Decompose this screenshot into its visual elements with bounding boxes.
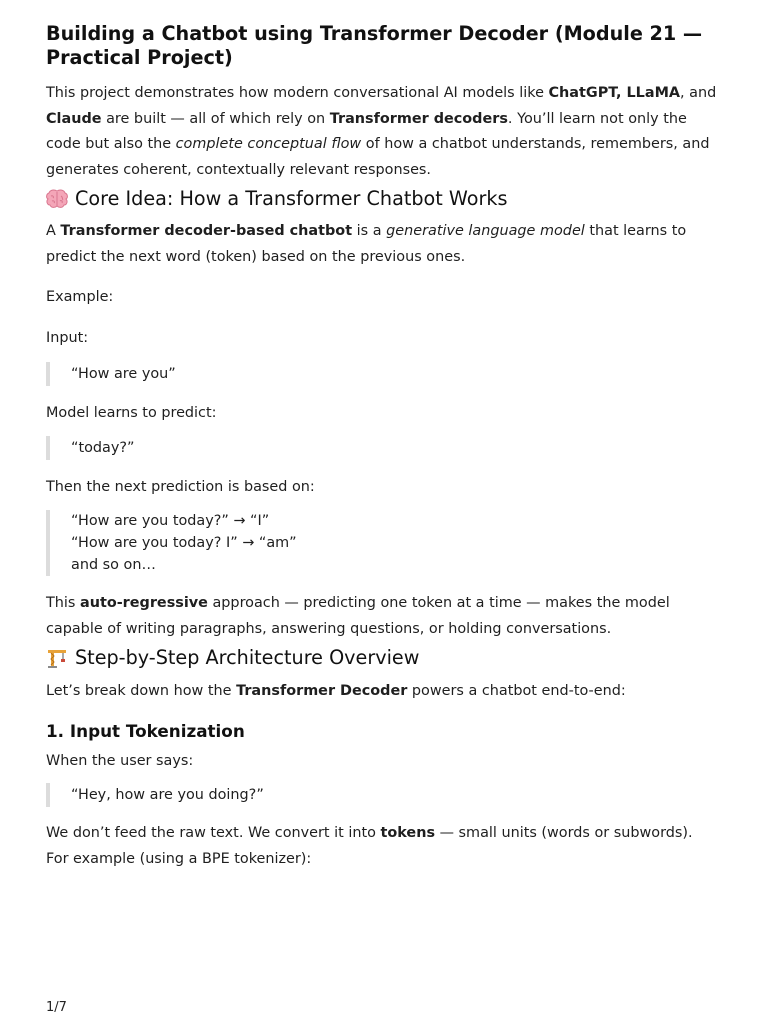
intro-paragraph <box>46 81 726 183</box>
quote-line: “How are you today? I” → “am” <box>71 535 297 551</box>
example-label: Example: <box>46 289 114 305</box>
text-run: — small units (words or subwords). <box>435 825 693 841</box>
bold-auto-regressive: auto-regressive <box>79 595 208 611</box>
text-run: is a <box>352 223 387 239</box>
architecture-heading <box>46 646 726 670</box>
prediction-quote <box>46 436 726 460</box>
next-prediction-quote <box>46 510 726 576</box>
bold-tokens: tokens <box>380 825 436 841</box>
architecture-heading-text: Step-by-Step Architecture Overview <box>75 646 420 669</box>
text-run: , <box>616 85 627 101</box>
text-run: of how a chatbot understands, remembers, and generates coherent, contextually relevant responses. <box>46 136 710 178</box>
architecture-intro <box>46 679 726 705</box>
text-run: This project demonstrates how modern conversational AI models like <box>46 85 549 101</box>
text-run: This <box>46 595 80 611</box>
text-run: A <box>46 223 61 239</box>
quote-line: “How are you today?” → “I” <box>71 513 270 529</box>
construction-crane-icon <box>46 647 68 669</box>
bold-llama: LLaMA <box>626 85 681 101</box>
text-run: approach — predicting one token at a time — makes the model capable of writing paragraphs, answering questions, or holding conversations. <box>46 595 670 637</box>
core-idea-heading <box>46 187 726 211</box>
user-utterance-text: “Hey, how are you doing?” <box>71 787 264 803</box>
page-number: 1/7 <box>46 1000 67 1015</box>
brain-icon <box>46 188 68 210</box>
document-page <box>46 22 726 872</box>
text-run: . You’ll learn not only the code but also the <box>46 110 687 152</box>
next-prediction-label: Then the next prediction is based on: <box>46 478 315 495</box>
bold-decoder-chatbot: Transformer decoder-based chatbot <box>60 223 353 239</box>
text-run: powers a chatbot end-to-end: <box>407 683 626 699</box>
bold-claude: Claude <box>46 110 102 127</box>
core-idea-heading-text: Core Idea: How a Transformer Chatbot Works <box>75 187 508 210</box>
input-quote <box>46 362 726 386</box>
italic-conceptual-flow: complete conceptual flow <box>175 136 362 152</box>
input-quote-text: “How are you” <box>71 366 176 382</box>
bold-transformer-decoders: Transformer decoders <box>329 110 508 127</box>
step-1-heading: 1. Input Tokenization <box>46 720 245 741</box>
quote-line: and so on… <box>71 557 156 573</box>
italic-generative-model: generative language model <box>386 223 585 239</box>
bold-chatgpt: ChatGPT <box>548 85 617 101</box>
document-title: Building a Chatbot using Transformer Decoder (Module 21 — Practical Project) <box>46 22 703 69</box>
bold-transformer-decoder: Transformer Decoder <box>236 683 408 699</box>
text-run: , and <box>680 85 717 101</box>
text-run: Let’s break down how the <box>46 683 237 699</box>
input-label: Input: <box>46 329 89 346</box>
predict-label: Model learns to predict: <box>46 405 217 421</box>
text-run: that learns to predict the next word (token) based on the previous ones. <box>46 223 687 265</box>
prediction-quote-text: “today?” <box>71 439 135 456</box>
user-says-label: When the user says: <box>46 752 194 769</box>
text-run: are built — all of which rely on <box>101 110 330 127</box>
core-definition-paragraph <box>46 219 726 270</box>
auto-regressive-paragraph <box>46 591 726 642</box>
text-run: We don’t feed the raw text. We convert it into <box>46 825 381 841</box>
bpe-example-label: For example (using a BPE tokenizer): <box>46 850 312 867</box>
tokenization-paragraph <box>46 821 726 847</box>
user-utterance-quote <box>46 783 726 807</box>
